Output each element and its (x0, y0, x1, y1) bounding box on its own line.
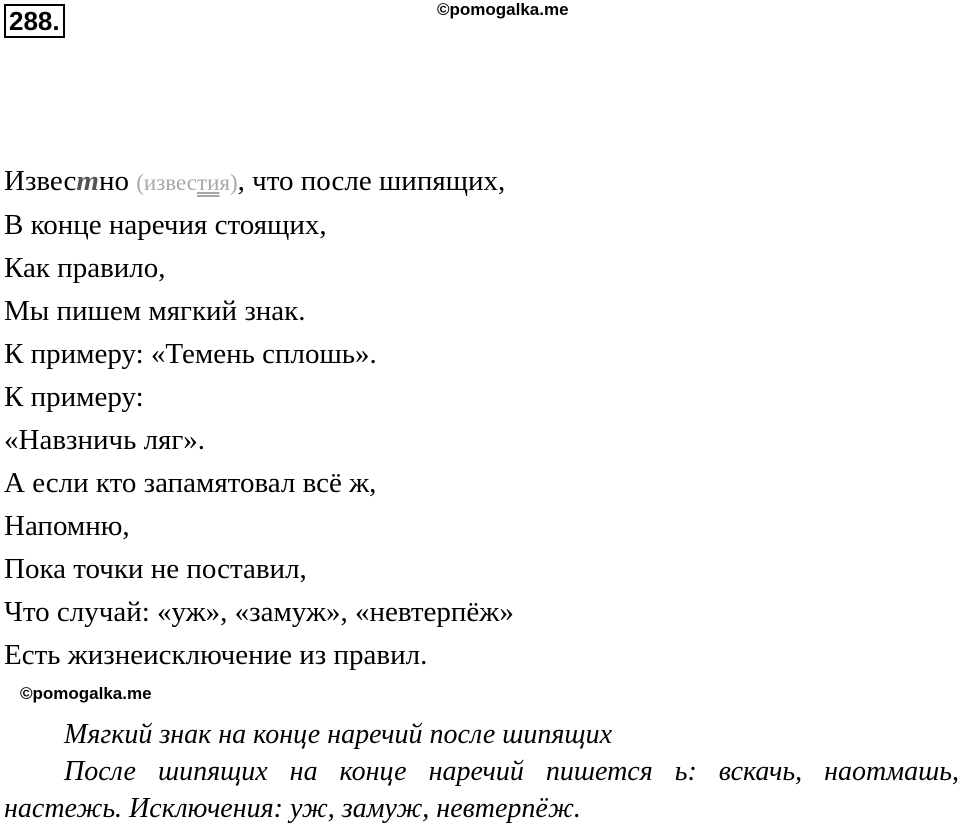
highlighted-letter: т (76, 165, 99, 197)
rule-text: После шипящих на конце наречий пишется ь: вскачь, наотмашь, настежь. Исключения: уж, замуж, невтерпёж. (4, 756, 959, 824)
check-word-start: (извес (136, 170, 198, 195)
poem (4, 160, 954, 677)
poem-line: Мы пишем мягкий знак. (4, 295, 306, 327)
poem-line: В конце наречия стоящих, (4, 209, 327, 241)
poem-line: Что случай: «уж», «замуж», «невтерпёж» (4, 596, 514, 628)
poem-line: Напомню, (4, 510, 130, 542)
task-number: 288. (4, 4, 65, 38)
check-word (136, 170, 237, 195)
rule-title: Мягкий знак на конце наречий после шипящих (64, 719, 612, 750)
poem-line: «Навзничь ляг». (4, 424, 206, 456)
poem-line-1 (4, 160, 954, 204)
poem-line: Пока точки не поставил, (4, 553, 307, 585)
poem-line: А если кто запамятовал всё ж, (4, 467, 377, 499)
poem-line: Есть жизнеисключение из правил. (4, 639, 428, 671)
poem-line: К примеру: «Темень сплошь». (4, 338, 377, 370)
check-word-underlined: ти (197, 170, 220, 195)
word-end: но (98, 165, 129, 197)
watermark-top: ©pomogalka.me (437, 0, 569, 19)
check-word-end: я) (219, 170, 238, 195)
rule-block (4, 716, 959, 827)
poem-line: Как правило, (4, 252, 166, 284)
poem-line: К примеру: (4, 381, 144, 413)
watermark-middle: ©pomogalka.me (20, 684, 152, 703)
word-start: Извес (4, 165, 77, 197)
line-rest: , что после шипящих, (237, 165, 506, 197)
